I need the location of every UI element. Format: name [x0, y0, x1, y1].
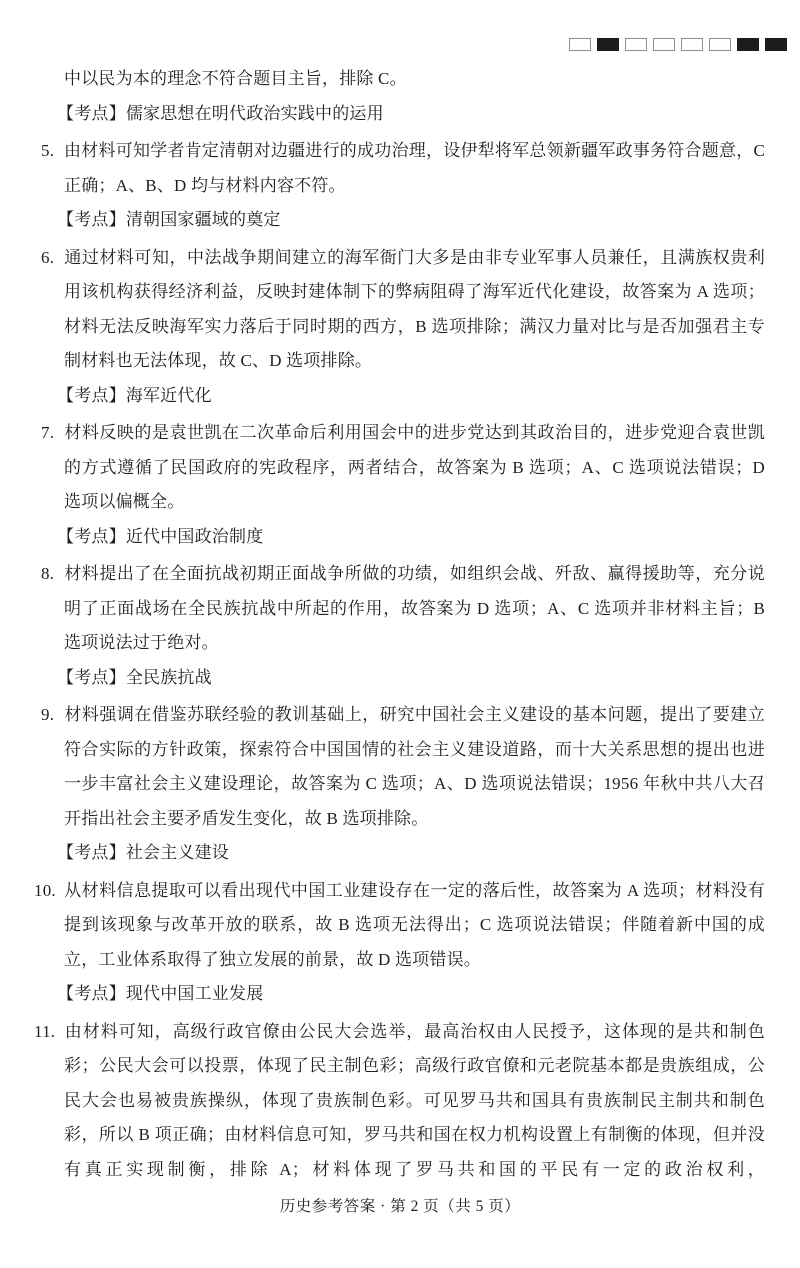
- keypoint-line: [0, 520, 800, 555]
- item-text: 材料反映的是袁世凯在二次革命后利用国会中的进步党达到其政治目的，进步党迎合袁世凯的方式遵循了民国政府的宪政程序，两者结合，故答案为 B 选项；A、C 选项说法错误；D 选项以偏概全。: [64, 423, 765, 511]
- keypoint-label: 【考点】: [57, 526, 126, 546]
- item-text: 通过材料可知，中法战争期间建立的海军衙门大多是由非专业军事人员兼任，且满族权贵利用该机构获得经济利益，反映封建体制下的弊病阻碍了海军近代化建设，故答案为 A 选项；材料无法反映海军实力落后于同时期的西方，B 选项排除；满汉力量对比与是否加强君主专制材料也无法体现，故 C、D 选项排除。: [64, 247, 765, 370]
- keypoint-text: 儒家思想在明代政治实践中的运用: [125, 103, 384, 123]
- registration-mark: [765, 38, 787, 51]
- item-text: 材料强调在借鉴苏联经验的教训基础上，研究中国社会主义建设的基本问题，提出了要建立符合实际的方针政策，探索符合中国国情的社会主义建设道路，而十大关系思想的提出也进一步丰富社会主义建设理论，故答案为 C 选项；A、D 选项说法错误；1956 年秋中共八大召开指出社会主要矛盾发生变化，故 B 选项排除。: [64, 705, 765, 828]
- keypoint-line: [0, 379, 800, 414]
- keypoint-label: 【考点】: [57, 667, 126, 687]
- keypoint-text: 现代中国工业发展: [125, 984, 264, 1003]
- item-number: 9.: [41, 705, 55, 724]
- keypoint-label: 【考点】: [57, 984, 126, 1003]
- item-number: 8.: [41, 564, 55, 583]
- item-number: 7.: [41, 423, 55, 442]
- item-number: 5.: [41, 141, 55, 160]
- item-text: 由材料可知学者肯定清朝对边疆进行的成功治理，设伊犁将军总领新疆军政事务符合题意，C 正确；A、B、D 均与材料内容不符。: [64, 141, 765, 195]
- keypoint-label: 【考点】: [57, 385, 126, 405]
- answer-item-10: [0, 874, 800, 978]
- keypoint-line: [0, 836, 800, 871]
- registration-mark: [625, 38, 647, 51]
- item-text: 由材料可知，高级行政官僚由公民大会选举，最高治权由人民授予，这体现的是共和制色彩；公民大会可以投票，体现了民主制色彩；高级行政官僚和元老院基本都是贵族组成，公民大会也易被贵族操纵，体现了贵族制色彩。可见罗马共和国具有贵族制民主制共和制色彩，所以 B 项正确；由材料信息可知，罗马共和国在权力机构设置上有制衡的体现，但并没有真正实现制衡，排除 A；材料体现了罗马共和国的平民有一定的政治权利，: [64, 1021, 765, 1179]
- registration-mark: [653, 38, 675, 51]
- keypoint-line: [0, 203, 800, 238]
- answer-item-5: [0, 134, 800, 203]
- item-text: 从材料信息提取可以看出现代中国工业建设存在一定的落后性，故答案为 A 选项；材料没有提到该现象与改革开放的联系，故 B 选项无法得出；C 选项说法错误；伴随着新中国的成立，工业体系取得了独立发展的前景，故 D 选项错误。: [64, 880, 765, 969]
- keypoint-label: 【考点】: [57, 843, 126, 862]
- registration-marks: [569, 38, 787, 51]
- item-number: 6.: [41, 247, 55, 267]
- keypoint-text: 社会主义建设: [125, 843, 230, 862]
- answer-item-9: [0, 698, 800, 836]
- keypoint-text: 近代中国政治制度: [125, 526, 264, 546]
- item-text: 材料提出了在全面抗战初期正面战争所做的功绩，如组织会战、歼敌、赢得援助等，充分说明了正面战场在全民族抗战中所起的作用，故答案为 D 选项；A、C 选项并非材料主旨；B 选项说法过于绝对。: [64, 564, 765, 652]
- keypoint-text: 清朝国家疆域的奠定: [125, 210, 281, 229]
- answer-item-8: [0, 557, 800, 661]
- item-number: 11.: [34, 1021, 56, 1041]
- keypoint-text: 海军近代化: [125, 385, 212, 405]
- answer-item-6: [0, 241, 800, 379]
- registration-mark: [709, 38, 731, 51]
- keypoint-line: [0, 977, 800, 1012]
- keypoint-label: 【考点】: [57, 103, 126, 123]
- carryover-text: 中以民为本的理念不符合题目主旨，排除 C。: [64, 69, 407, 88]
- keypoint-line: [0, 97, 800, 132]
- answers-body: [0, 62, 800, 1187]
- keypoint-line: [0, 661, 800, 696]
- answer-item-11: [0, 1015, 800, 1188]
- registration-mark: [681, 38, 703, 51]
- registration-mark: [569, 38, 591, 51]
- page-footer: 历史参考答案 · 第 2 页（共 5 页）: [279, 1198, 521, 1215]
- keypoint-label: 【考点】: [57, 210, 126, 229]
- item-number: 10.: [34, 880, 56, 900]
- keypoint-text: 全民族抗战: [125, 667, 212, 687]
- registration-mark: [737, 38, 759, 51]
- registration-mark: [597, 38, 619, 51]
- answer-item-7: [0, 416, 800, 520]
